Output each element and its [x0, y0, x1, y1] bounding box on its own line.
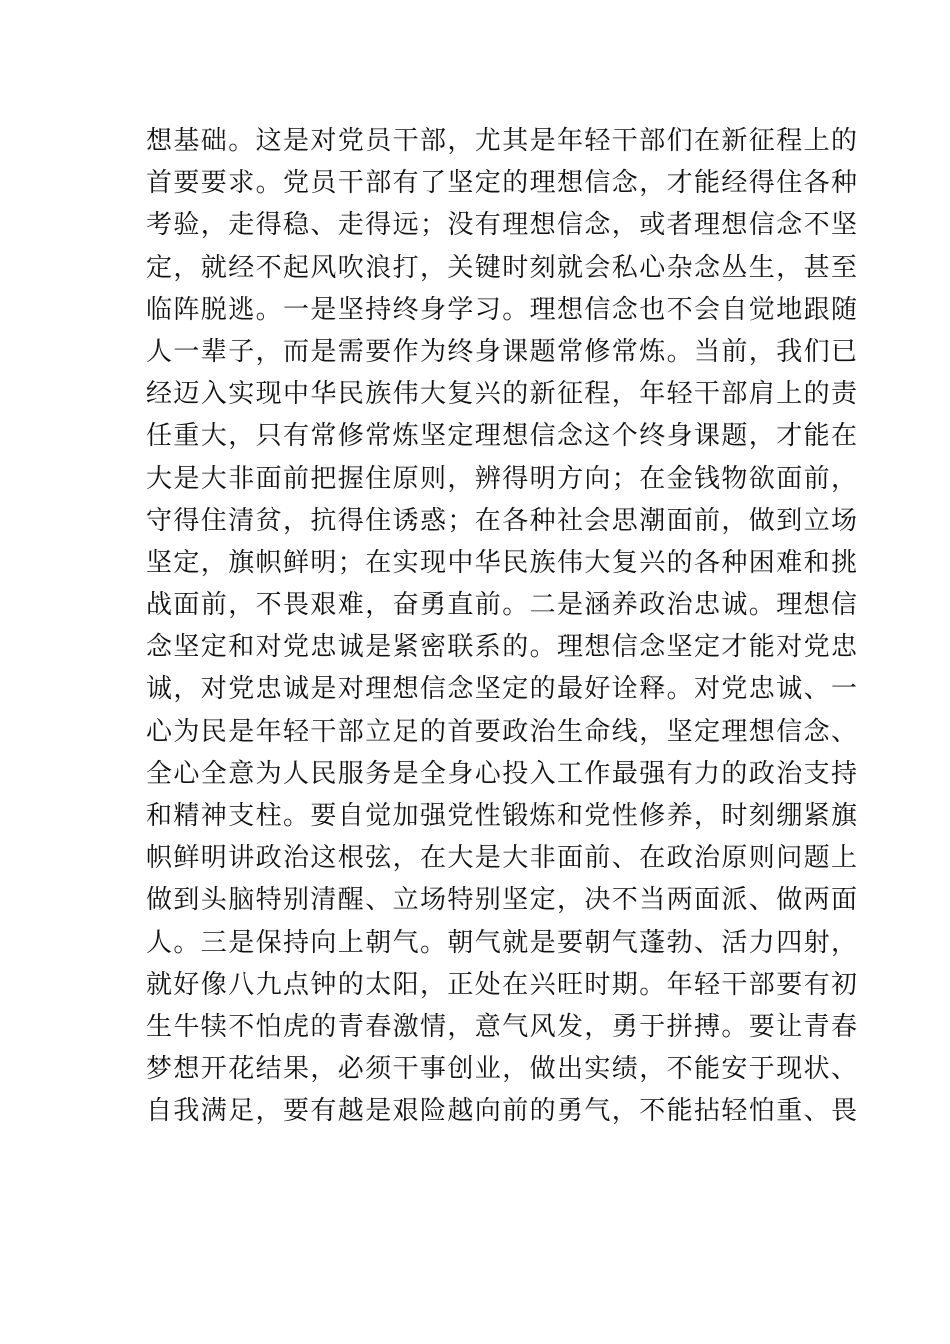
- text-line: 就好像八九点钟的太阳，正处在兴旺时期。年轻干部要有初: [146, 969, 859, 1000]
- text-line: 定，就经不起风吹浪打，关键时刻就会私心杂念丛生，甚至: [146, 252, 859, 283]
- body-text: [146, 120, 859, 1133]
- text-line: 念坚定和对党忠诚是紧密联系的。理想信念坚定才能对党忠: [146, 632, 859, 663]
- text-line: 大是大非面前把握住原则，辨得明方向；在金钱物欲面前，: [146, 463, 859, 494]
- text-line: 临阵脱逃。一是坚持终身学习。理想信念也不会自觉地跟随: [146, 294, 859, 325]
- text-line: 战面前，不畏艰难，奋勇直前。二是涵养政治忠诚。理想信: [146, 590, 859, 621]
- text-line: 生牛犊不怕虎的青春激情，意气风发，勇于拼搏。要让青春: [146, 1011, 859, 1042]
- text-line: 考验，走得稳、走得远；没有理想信念，或者理想信念不坚: [146, 210, 859, 241]
- text-line: 和精神支柱。要自觉加强党性锻炼和党性修养，时刻绷紧旗: [146, 801, 859, 831]
- text-line: 自我满足，要有越是艰险越向前的勇气，不能拈轻怕重、畏: [146, 1096, 859, 1127]
- text-line: 心为民是年轻干部立足的首要政治生命线，坚定理想信念、: [146, 716, 859, 747]
- text-line: 坚定，旗帜鲜明；在实现中华民族伟大复兴的各种困难和挑: [146, 547, 859, 578]
- text-line: 做到头脑特别清醒、立场特别坚定，决不当两面派、做两面: [146, 885, 859, 916]
- text-line: 帜鲜明讲政治这根弦，在大是大非面前、在政治原则问题上: [146, 843, 859, 874]
- text-line: 全心全意为人民服务是全身心投入工作最强有力的政治支持: [146, 758, 859, 789]
- text-line: 人。三是保持向上朝气。朝气就是要朝气蓬勃、活力四射，: [146, 927, 859, 958]
- text-line: 想基础。这是对党员干部，尤其是年轻干部们在新征程上的: [146, 126, 859, 156]
- text-line: 人一辈子，而是需要作为终身课题常修常炼。当前，我们已: [146, 336, 859, 367]
- text-line: 守得住清贫，抗得住诱惑；在各种社会思潮面前，做到立场: [146, 505, 859, 536]
- text-line: 经迈入实现中华民族伟大复兴的新征程，年轻干部肩上的责: [146, 379, 859, 410]
- text-line: 梦想开花结果，必须干事创业，做出实绩，不能安于现状、: [146, 1054, 859, 1085]
- text-line: 任重大，只有常修常炼坚定理想信念这个终身课题，才能在: [146, 421, 859, 452]
- text-line: 首要要求。党员干部有了坚定的理想信念，才能经得住各种: [146, 168, 859, 199]
- text-line: 诚，对党忠诚是对理想信念坚定的最好诠释。对党忠诚、一: [146, 674, 859, 705]
